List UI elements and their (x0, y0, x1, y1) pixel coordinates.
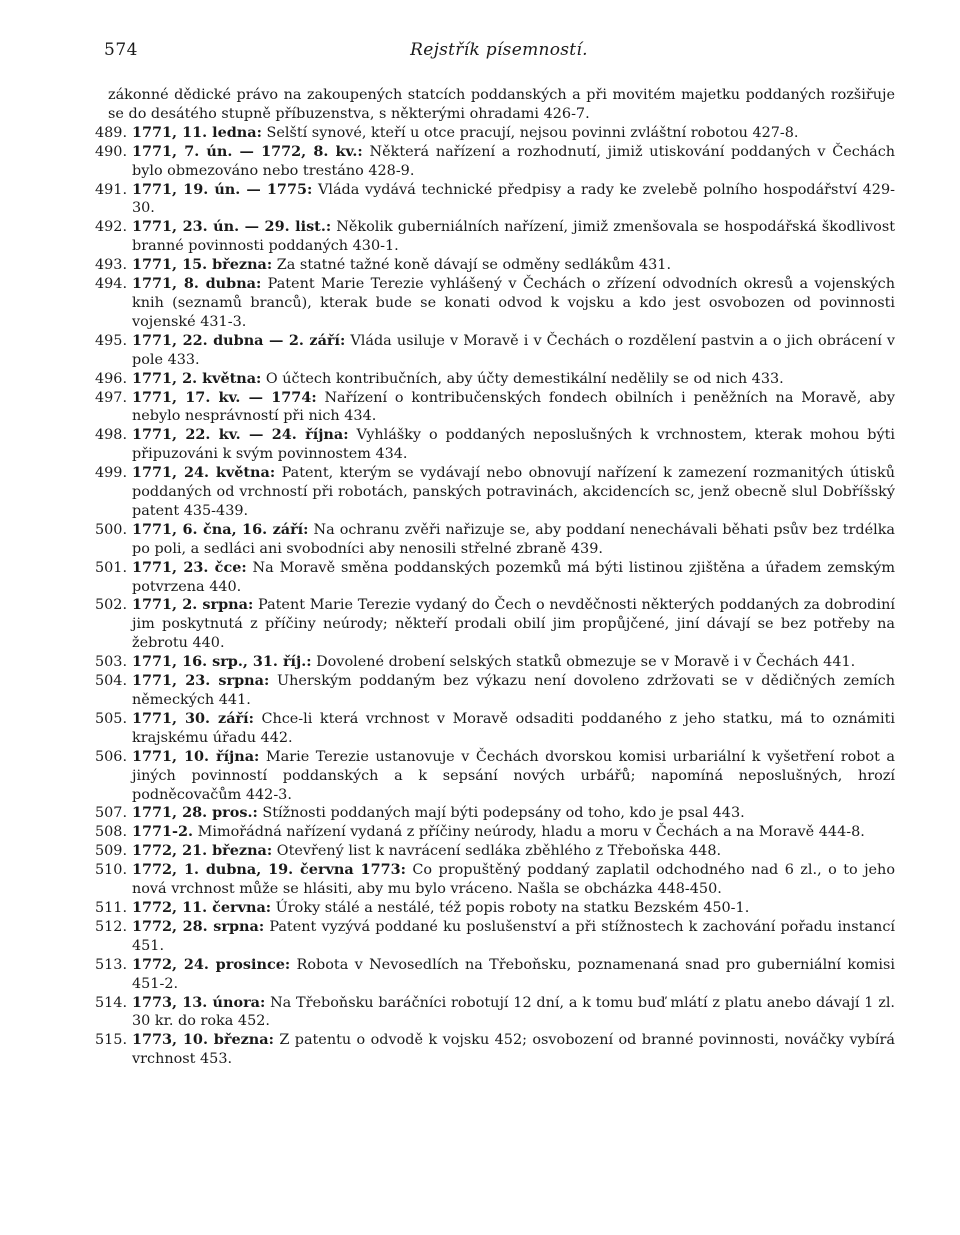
entry-summary: Patent Marie Terezie vydaný do Čech o nevděčnosti některých poddaných za dobrodiní jim poskytnutá z příčiny neúrody; někteří prodali obilí jim propůjčené, jiní dávají se bez potřeby na žebrotu 440. (132, 597, 895, 652)
entry-summary: Robota v Nevosedlích na Třeboňsku, poznamenaná snad pro guberniální komisi 451-2. (132, 956, 896, 992)
register-entry (95, 956, 895, 994)
entry-summary: Vyhlášky o poddaných neposlušných k vrchnostem, kterak mohou býti připuzováni k svým povinnostem 434. (132, 427, 895, 463)
register-entry (95, 218, 895, 256)
entry-summary: Z patentu o odvodě k vojsku 452; osvobození od branné povinnosti, nováčky vybírá vrchnost 453. (132, 1032, 895, 1068)
entry-date: 1772, 1. dubna, 19. června 1773: (132, 861, 406, 879)
entry-number: 503. (95, 654, 128, 671)
entry-text (132, 823, 895, 842)
entry-text (132, 124, 895, 143)
entry-number: 500. (95, 521, 128, 538)
entry-number: 491. (95, 181, 128, 198)
entry-date: 1771, 16. srp., 31. říj.: (132, 653, 312, 671)
register-entry (95, 899, 895, 918)
register-entry (95, 559, 895, 597)
entry-date: 1771, 17. kv. — 1774: (132, 388, 317, 406)
entry-text (132, 464, 895, 521)
register-entry (95, 823, 895, 842)
register-entry (95, 918, 895, 956)
entry-date: 1771, 6. čna, 16. září: (132, 520, 309, 538)
entry-summary: Několik guberniálních nařízení, jimiž zmenšovala se hospodářská škodlivost branné povinnosti poddaných 430-1. (132, 219, 896, 255)
entry-text (132, 710, 895, 748)
register-entry (95, 426, 895, 464)
register-entry (95, 710, 895, 748)
entry-date: 1771, 23. srpna: (132, 672, 270, 690)
entry-number: 514. (95, 994, 128, 1011)
entry-number: 497. (95, 389, 128, 406)
entry-summary: Na Třeboňsku baráčníci robotují 12 dní, a k tomu buď mlátí z platu anebo dávají 1 zl. 30 kr. do roka 452. (132, 994, 896, 1030)
entry-text (132, 143, 895, 181)
entry-summary: Úroky stálé a nestálé, též popis roboty na statku Bezském 450-1. (275, 899, 750, 916)
register-entry (95, 521, 895, 559)
entry-date: 1772, 28. srpna: (132, 917, 265, 935)
entry-text (132, 748, 895, 805)
entry-summary: Vláda usiluje v Moravě i v Čechách o rozdělení pastvin a o jich obrácení v pole 433. (132, 332, 896, 368)
page-header (104, 40, 894, 66)
entry-list (95, 124, 895, 1069)
entry-number: 505. (95, 710, 128, 727)
entry-date: 1771, 2. května: (132, 369, 262, 387)
entry-number: 509. (95, 843, 128, 860)
entry-number: 504. (95, 673, 128, 690)
register-entry (95, 256, 895, 275)
entry-date: 1771, 24. května: (132, 464, 276, 482)
entry-date: 1771, 7. ún. — 1772, 8. kv.: (132, 142, 363, 160)
register-entry (95, 804, 895, 823)
entry-text (132, 181, 895, 219)
register-entry (95, 653, 895, 672)
entry-number: 508. (95, 824, 128, 841)
entry-date: 1771, 10. října: (132, 747, 260, 765)
entry-text (132, 389, 895, 427)
register-entry (95, 464, 895, 521)
entry-text (132, 559, 895, 597)
entry-summary: Chce-li která vrchnost v Moravě odsaditi poddaného z jeho statku, má to oznámiti krajskému úřadu 442. (132, 710, 895, 746)
register-entry (95, 124, 895, 143)
entry-text (132, 899, 895, 918)
entry-date: 1771, 15. března: (132, 256, 273, 274)
entry-summary: Na ochranu zvěři nařizuje se, aby poddaní nenechávali běhati psův bez trdélka po poli, a sedláci ani svobodníci aby nenosili střelné zbraně 439. (132, 521, 896, 557)
register-entry (95, 1031, 895, 1069)
entry-text (132, 861, 895, 899)
entry-number: 506. (95, 748, 128, 765)
register-entry (95, 275, 895, 332)
entry-date: 1771, 22. dubna — 2. září: (132, 331, 346, 349)
entry-summary: O účtech kontribučních, aby účty demestikální nedělily se od nich 433. (265, 370, 784, 387)
entry-date: 1771, 22. kv. — 24. října: (132, 426, 349, 444)
entry-number: 499. (95, 465, 128, 482)
entry-text (132, 842, 895, 861)
entry-text (132, 1031, 895, 1069)
entry-summary: Selští synové, kteří u otce pracují, nejsou povinni zvláštní robotou 427-8. (266, 124, 799, 141)
register-entry (95, 861, 895, 899)
register-entry (95, 842, 895, 861)
entry-number: 493. (95, 257, 128, 274)
entry-text (132, 275, 895, 332)
register-entry (95, 143, 895, 181)
entry-number: 512. (95, 918, 128, 935)
entry-date: 1773, 10. března: (132, 1031, 274, 1049)
entry-summary: Některá nařízení a rozhodnutí, jimiž utiskování poddaných v Čechách bylo obmezováno nebo trestáno 428-9. (132, 143, 896, 179)
entry-number: 490. (95, 143, 128, 160)
entry-date: 1773, 13. února: (132, 993, 266, 1011)
entry-summary: Mimořádná nařízení vydaná z příčiny neúrody, hladu a moru v Čechách a na Moravě 444-8. (197, 824, 865, 841)
entry-text (132, 653, 895, 672)
entry-number: 494. (95, 276, 128, 293)
entry-number: 489. (95, 124, 128, 141)
entry-date: 1771, 2. srpna: (132, 596, 254, 614)
entry-text (132, 256, 895, 275)
entry-date: 1771, 30. září: (132, 709, 254, 727)
entry-text (132, 918, 895, 956)
entry-summary: Marie Terezie ustanovuje v Čechách dvorskou komisi urbariální k vyšetření robot a jiných povinností poddanských a k sepsání nových urbářů; napomíná neposlušných, hrozí podněcovačům 442-3. (132, 748, 895, 803)
entry-date: 1771, 23. ún. — 29. list.: (132, 218, 332, 236)
register-entry (95, 370, 895, 389)
register-entry (95, 181, 895, 219)
entry-text (132, 521, 895, 559)
entry-summary: Na Moravě směna poddanských pozemků má býti listinou zjištěna a úřadem zemským potvrzena 440. (132, 559, 895, 595)
register-text (95, 86, 895, 1069)
entry-date: 1771, 28. pros.: (132, 804, 258, 822)
register-entry (95, 748, 895, 805)
entry-summary: Co propuštěný poddaný zaplatil odchodného nad 6 zl., o to jeho nová vrchnost může se hlásiti, aby mu bylo vráceno. Našla se obcházka 448-450. (132, 862, 895, 898)
register-entry (95, 389, 895, 427)
running-title: Rejstřík písemností. (410, 40, 588, 60)
entry-number: 513. (95, 956, 128, 973)
page-number: 574 (104, 40, 138, 60)
register-entry (95, 332, 895, 370)
entry-number: 495. (95, 332, 128, 349)
continued-entry-text: zákonné dědické právo na zakoupených statcích poddanských a při movitém majetku poddaných rozšiřuje se do desátého stupně příbuzenstva, s některými ohradami 426-7. (108, 87, 895, 122)
entry-summary: Za statné tažné koně dávají se odměny sedlákům 431. (276, 257, 672, 274)
entry-date: 1771, 19. ún. — 1775: (132, 180, 313, 198)
entry-date: 1771-2. (132, 823, 194, 841)
entry-text (132, 426, 895, 464)
entry-text (132, 994, 895, 1032)
entry-number: 501. (95, 559, 128, 576)
entry-summary: Otevřený list k navrácení sedláka zběhlého z Třeboňska 448. (276, 843, 722, 860)
entry-number: 515. (95, 1032, 128, 1049)
register-entry (95, 672, 895, 710)
entry-summary: Nařízení o kontribučenských fondech obilních i peněžních na Moravě, aby nebylo nesprávností při nich 434. (132, 389, 895, 425)
entry-number: 507. (95, 805, 128, 822)
entry-text (132, 332, 895, 370)
entry-number: 502. (95, 597, 128, 614)
entry-date: 1772, 11. června: (132, 898, 272, 916)
entry-text (132, 804, 895, 823)
entry-date: 1772, 21. března: (132, 842, 273, 860)
entry-number: 492. (95, 219, 128, 236)
entry-summary: Uherským poddaným bez výkazu není dovoleno zdržovati se v dědičných zemích německých 441. (132, 673, 896, 708)
entry-text (132, 956, 895, 994)
entry-date: 1771, 11. ledna: (132, 123, 262, 141)
entry-text (132, 672, 895, 710)
entry-text (132, 218, 895, 256)
entry-text (132, 370, 895, 389)
entry-text (132, 596, 895, 653)
entry-summary: Patent vyzývá poddané ku poslušenství a při stížnostech k zachování pořadu instancí 451. (132, 918, 895, 954)
entry-summary: Vláda vydává technické předpisy a rady ke zvelebě polního hospodářství 429-30. (132, 181, 895, 217)
entry-number: 510. (95, 862, 128, 879)
entry-number: 496. (95, 370, 128, 387)
entry-date: 1772, 24. prosince: (132, 955, 291, 973)
entry-number: 511. (95, 899, 128, 916)
register-entry (95, 994, 895, 1032)
register-entry (95, 596, 895, 653)
entry-date: 1771, 23. čce: (132, 558, 247, 576)
entry-date: 1771, 8. dubna: (132, 275, 262, 293)
entry-number: 498. (95, 427, 128, 444)
entry-summary: Patent, kterým se vydávají nebo obnovují nařízení k zamezení rozmanitých útisků poddaných od vrchností při robotách, panských potravinách, akcidencích sc, jenž obecně slul Dobříšský patent 435-439. (132, 465, 896, 519)
entry-summary: Patent Marie Terezie vyhlášený v Čechách o zřízení odvodních okresů a vojenských knih (seznamů branců), kterak bude se konati odvod k vojsku a kdo jest osvobozen od povinnosti vojenské 431-3. (132, 276, 895, 330)
entry-summary: Stížnosti poddaných mají býti podepsány od toho, kdo je psal 443. (262, 805, 745, 822)
entry-summary: Dovolené drobení selských statků obmezuje se v Moravě i v Čechách 441. (316, 654, 856, 671)
